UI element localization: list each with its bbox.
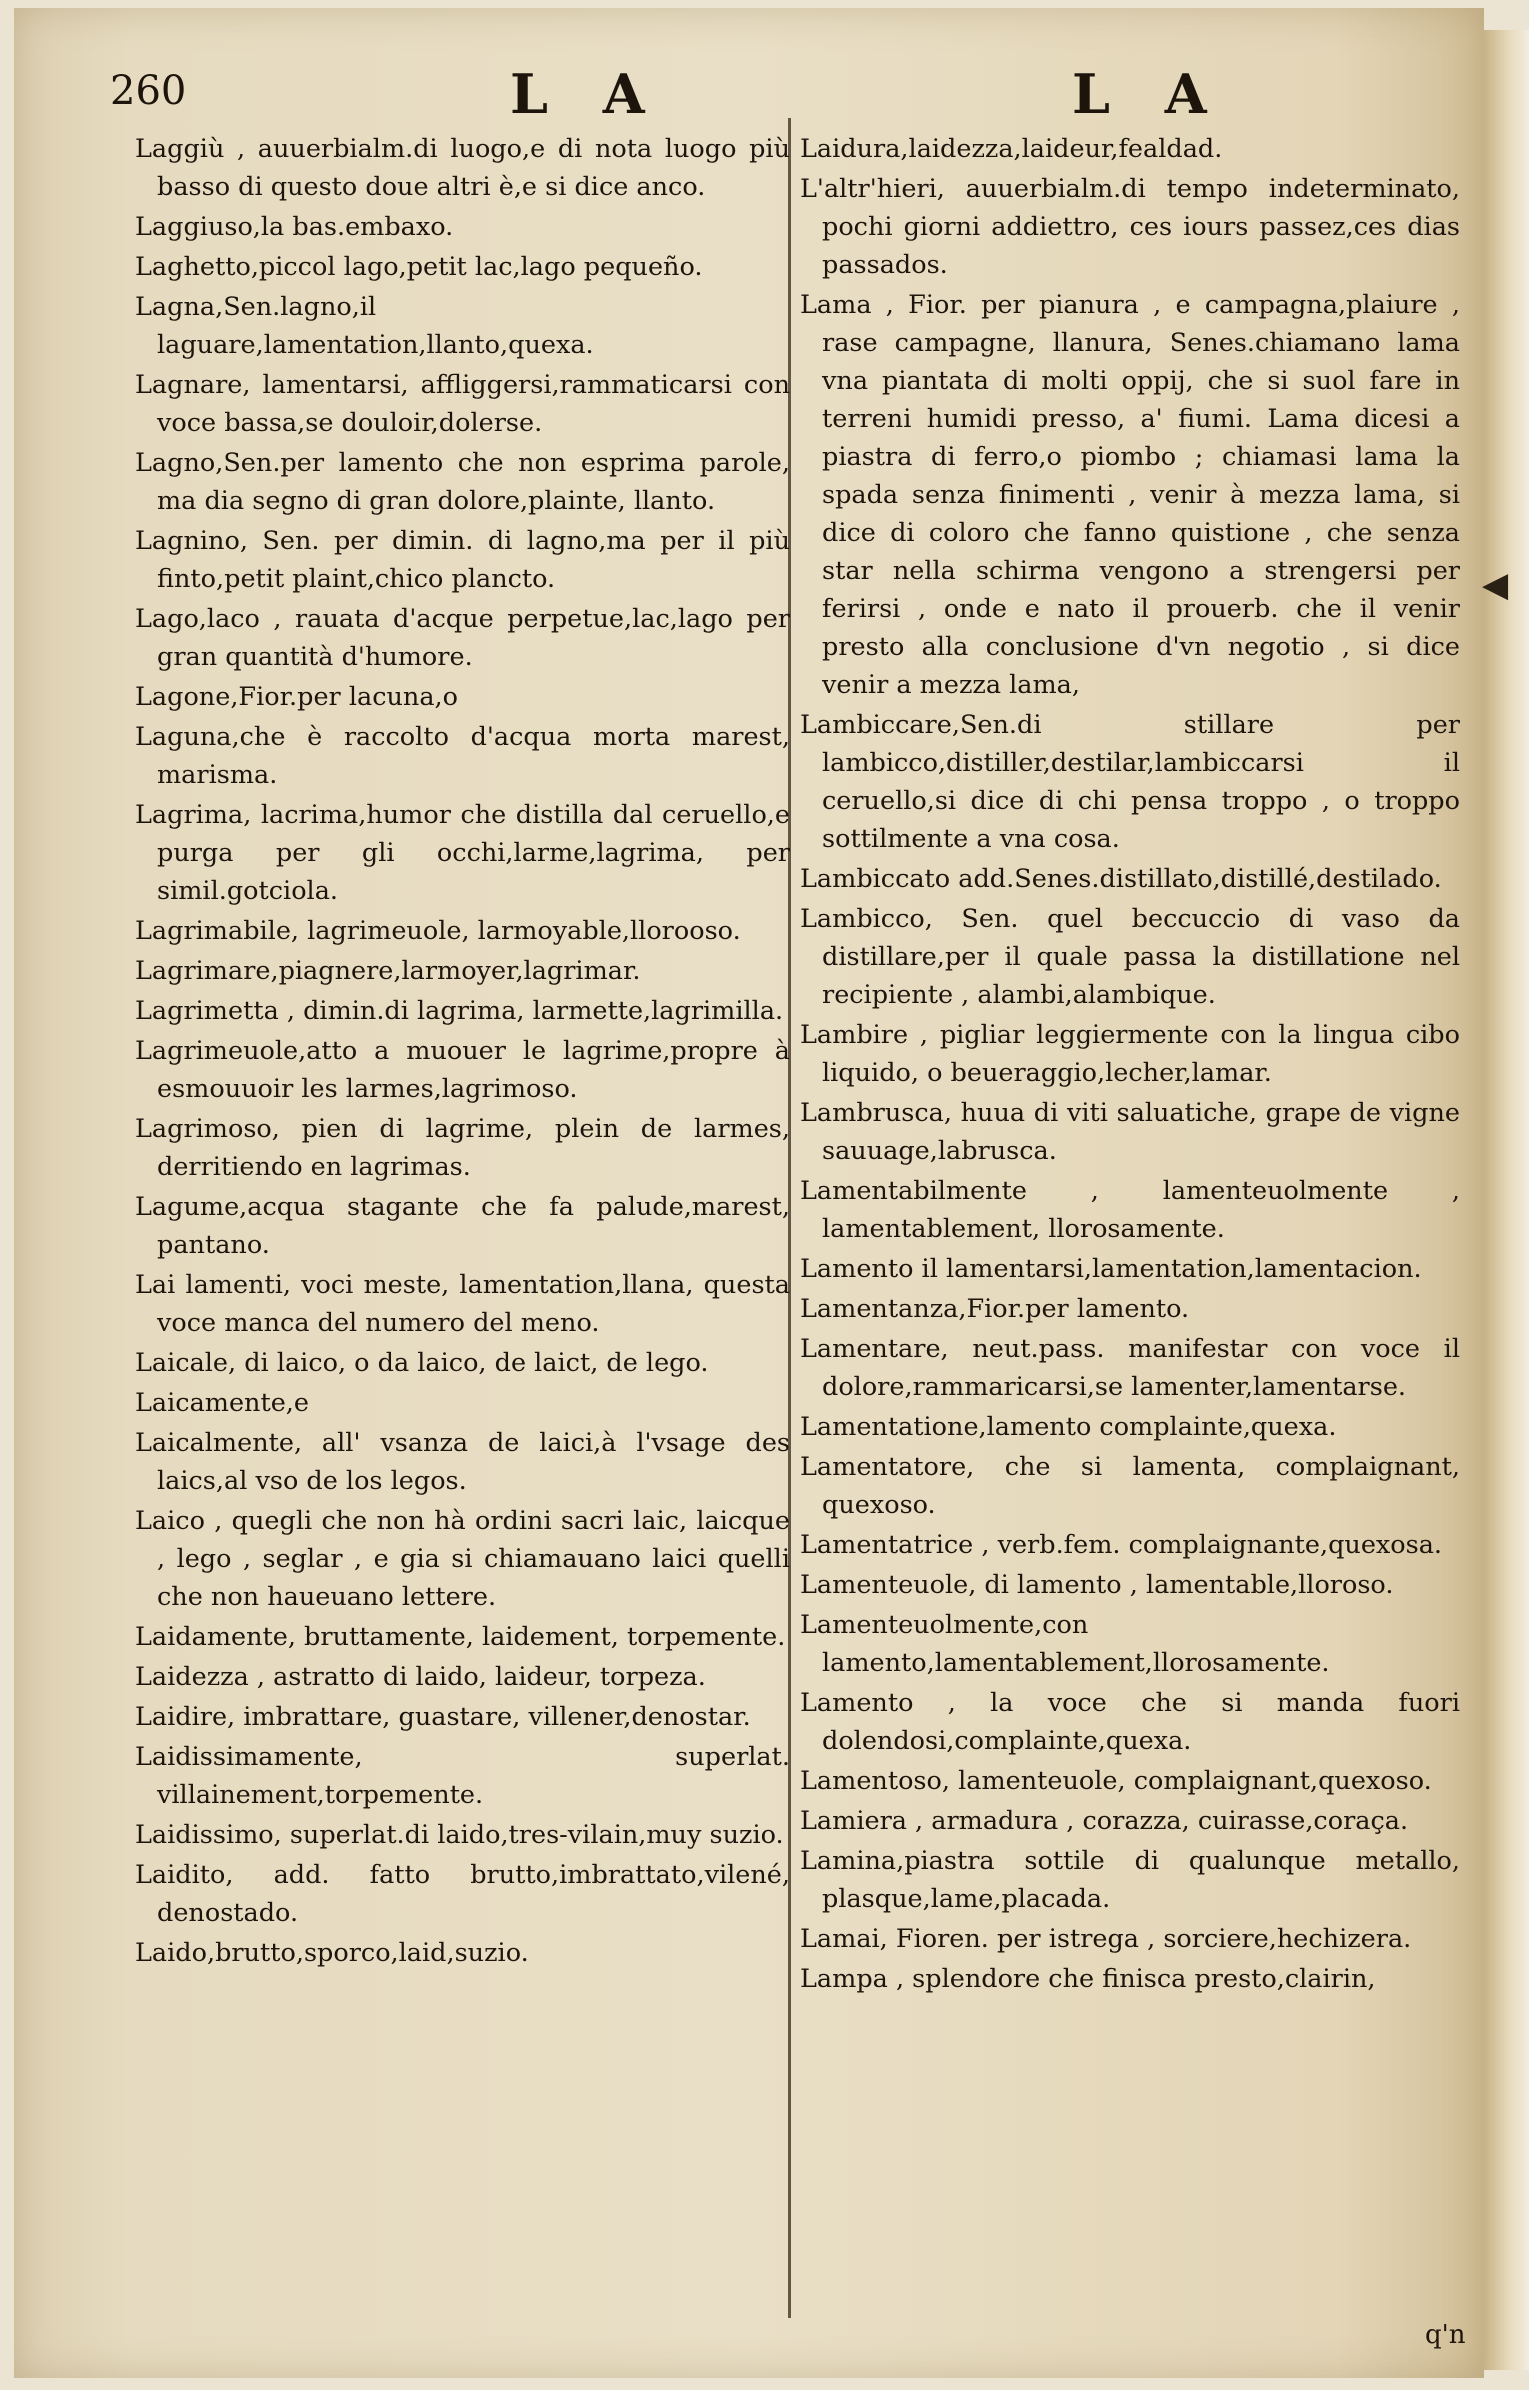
page-edge bbox=[1484, 30, 1529, 2370]
dictionary-entry: Lagrimabile, lagrimeuole, larmoyable,llorooso. bbox=[135, 916, 741, 946]
dictionary-entry: Lagno,Sen.per lamento che non esprima parole, ma dia segno di gran dolore,plainte, llanto. bbox=[135, 448, 790, 516]
dictionary-entry: Lambrusca, huua di viti saluatiche, grape de vigne sauuage,labrusca. bbox=[800, 1098, 1460, 1166]
dictionary-entry: Lagnino, Sen. per dimin. di lagno,ma per il più finto,petit plaint,chico plancto. bbox=[135, 526, 790, 594]
dictionary-entry: Laidissimo, superlat.di laido,tres-vilain,muy suzio. bbox=[135, 1820, 784, 1850]
dictionary-entry: Laicalmente, all' vsanza de laici,à l'vsage des laics,al vso de los legos. bbox=[135, 1428, 790, 1496]
dictionary-entry: Lagrimare,piagnere,larmoyer,lagrimar. bbox=[135, 956, 641, 986]
dictionary-entry: Laicale, di laico, o da laico, de laict, de lego. bbox=[135, 1348, 709, 1378]
dictionary-entry: Lampa , splendore che finisca presto,clairin, bbox=[800, 1964, 1376, 1994]
dictionary-entry: Laidire, imbrattare, guastare, villener,denostar. bbox=[135, 1702, 751, 1732]
catchword: q'n bbox=[1425, 2320, 1466, 2350]
header-left: L A bbox=[510, 62, 663, 126]
dictionary-entry: Lagrima, lacrima,humor che distilla dal ceruello,e purga per gli occhi,larme,lagrima, per simil.gotciola. bbox=[135, 800, 790, 906]
dictionary-entry: Lambire , pigliar leggiermente con la lingua cibo liquido, o beueraggio,lecher,lamar. bbox=[800, 1020, 1460, 1088]
dictionary-entry: Lamai, Fioren. per istrega , sorciere,hechizera. bbox=[800, 1924, 1412, 1954]
dictionary-entry: Lamentatione,lamento complainte,quexa. bbox=[800, 1412, 1337, 1442]
dictionary-entry: Laidura,laidezza,laideur,fealdad. bbox=[800, 134, 1223, 164]
dictionary-entry: Lago,laco , rauata d'acque perpetue,lac,lago per gran quantità d'humore. bbox=[135, 604, 790, 672]
dictionary-entry: Laghetto,piccol lago,petit lac,lago pequeño. bbox=[135, 252, 703, 282]
page-number: 260 bbox=[110, 68, 187, 114]
dictionary-entry: Lamentare, neut.pass. manifestar con voce il dolore,rammaricarsi,se lamenter,lamentarse. bbox=[800, 1334, 1460, 1402]
dictionary-entry: Lambiccato add.Senes.distillato,distillé,destilado. bbox=[800, 864, 1442, 894]
dictionary-entry: Laido,brutto,sporco,laid,suzio. bbox=[135, 1938, 529, 1968]
dictionary-entry: Lamento , la voce che si manda fuori dolendosi,complainte,quexa. bbox=[800, 1688, 1460, 1756]
dictionary-entry: Lamentatrice , verb.fem. complaignante,quexosa. bbox=[800, 1530, 1443, 1560]
right-column bbox=[800, 130, 1460, 2000]
dictionary-entry: Laidito, add. fatto brutto,imbrattato,vilené, denostado. bbox=[135, 1860, 790, 1928]
dictionary-entry: Lamiera , armadura , corazza, cuirasse,coraça. bbox=[800, 1806, 1409, 1836]
dictionary-entry: Lamenteuolmente,con lamento,lamentablement,llorosamente. bbox=[800, 1610, 1330, 1678]
dictionary-entry: Lai lamenti, voci meste, lamentation,llana, questa voce manca del numero del meno. bbox=[135, 1270, 790, 1338]
dictionary-entry: Laidissimamente, superlat. villainement,torpemente. bbox=[135, 1742, 790, 1810]
left-column bbox=[135, 130, 790, 1974]
dictionary-entry: Lagnare, lamentarsi, affliggersi,rammaticarsi con voce bassa,se douloir,dolerse. bbox=[135, 370, 790, 438]
dictionary-entry: Lagume,acqua stagante che fa palude,marest, pantano. bbox=[135, 1192, 790, 1260]
dictionary-entry: Lagrimetta , dimin.di lagrima, larmette,lagrimilla. bbox=[135, 996, 784, 1026]
dictionary-entry: Lambiccare,Sen.di stillare per lambicco,distiller,destilar,lambiccarsi il ceruello,si dice di chi pensa troppo , o troppo sottilmente a vna cosa. bbox=[800, 710, 1460, 854]
dictionary-entry: Lambicco, Sen. quel beccuccio di vaso da distillare,per il quale passa la distillatione nel recipiente , alambi,alambique. bbox=[800, 904, 1460, 1010]
dictionary-entry: Lamenteuole, di lamento , lamentable,lloroso. bbox=[800, 1570, 1394, 1600]
dictionary-entry: Laggiuso,la bas.embaxo. bbox=[135, 212, 454, 242]
dictionary-entry: Lagrimoso, pien di lagrime, plein de larmes, derritiendo en lagrimas. bbox=[135, 1114, 790, 1182]
dictionary-entry: Lamentabilmente , lamenteuolmente , lamentablement, llorosamente. bbox=[800, 1176, 1460, 1244]
dictionary-entry: Laico , quegli che non hà ordini sacri laic, laicque , lego , seglar , e gia si chiamauano laici quelli che non haueuano lettere. bbox=[135, 1506, 790, 1612]
dictionary-entry: Lama , Fior. per pianura , e campagna,plaiure , rase campagne, llanura, Senes.chiamano lama vna piantata di molti oppij, che si suol fare in terreni humidi presso, a' fiumi. Lama dicesi a piastra di ferro,o piombo ; chiamasi lama la spada senza finimenti , venir à mezza lama, si dice di coloro che fanno quistione , che senza star nella schirma vengono a strengersi per ferirsi , onde e nato il prouerb. che il venir presto alla conclusione d'vn negotio , si dice venir a mezza lama, bbox=[800, 290, 1460, 700]
dictionary-entry: Lamentoso, lamenteuole, complaignant,quexoso. bbox=[800, 1766, 1432, 1796]
dictionary-entry: Laicamente,e bbox=[135, 1388, 310, 1418]
dictionary-entry: Laggiù , auuerbialm.di luogo,e di nota luogo più basso di questo doue altri è,e si dice anco. bbox=[135, 134, 790, 202]
margin-arrow-icon: ◀ bbox=[1482, 565, 1509, 605]
dictionary-entry: Lagone,Fior.per lacuna,o bbox=[135, 682, 458, 712]
header-right: L A bbox=[1072, 62, 1225, 126]
dictionary-entry: Lamentatore, che si lamenta, complaignant, quexoso. bbox=[800, 1452, 1460, 1520]
dictionary-entry: Laidezza , astratto di laido, laideur, torpeza. bbox=[135, 1662, 706, 1692]
dictionary-entry: Laguna,che è raccolto d'acqua morta marest, marisma. bbox=[135, 722, 790, 790]
dictionary-entry: L'altr'hieri, auuerbialm.di tempo indeterminato, pochi giorni addiettro, ces iours passez,ces dias passados. bbox=[800, 174, 1460, 280]
dictionary-entry: Laidamente, bruttamente, laidement, torpemente. bbox=[135, 1622, 786, 1652]
dictionary-entry: Lagna,Sen.lagno,il laguare,lamentation,llanto,quexa. bbox=[135, 292, 594, 360]
dictionary-entry: Lamentanza,Fior.per lamento. bbox=[800, 1294, 1190, 1324]
dictionary-entry: Lamento il lamentarsi,lamentation,lamentacion. bbox=[800, 1254, 1422, 1284]
dictionary-entry: Lagrimeuole,atto a muouer le lagrime,propre à esmouuoir les larmes,lagrimoso. bbox=[135, 1036, 790, 1104]
dictionary-entry: Lamina,piastra sottile di qualunque metallo, plasque,lame,placada. bbox=[800, 1846, 1460, 1914]
